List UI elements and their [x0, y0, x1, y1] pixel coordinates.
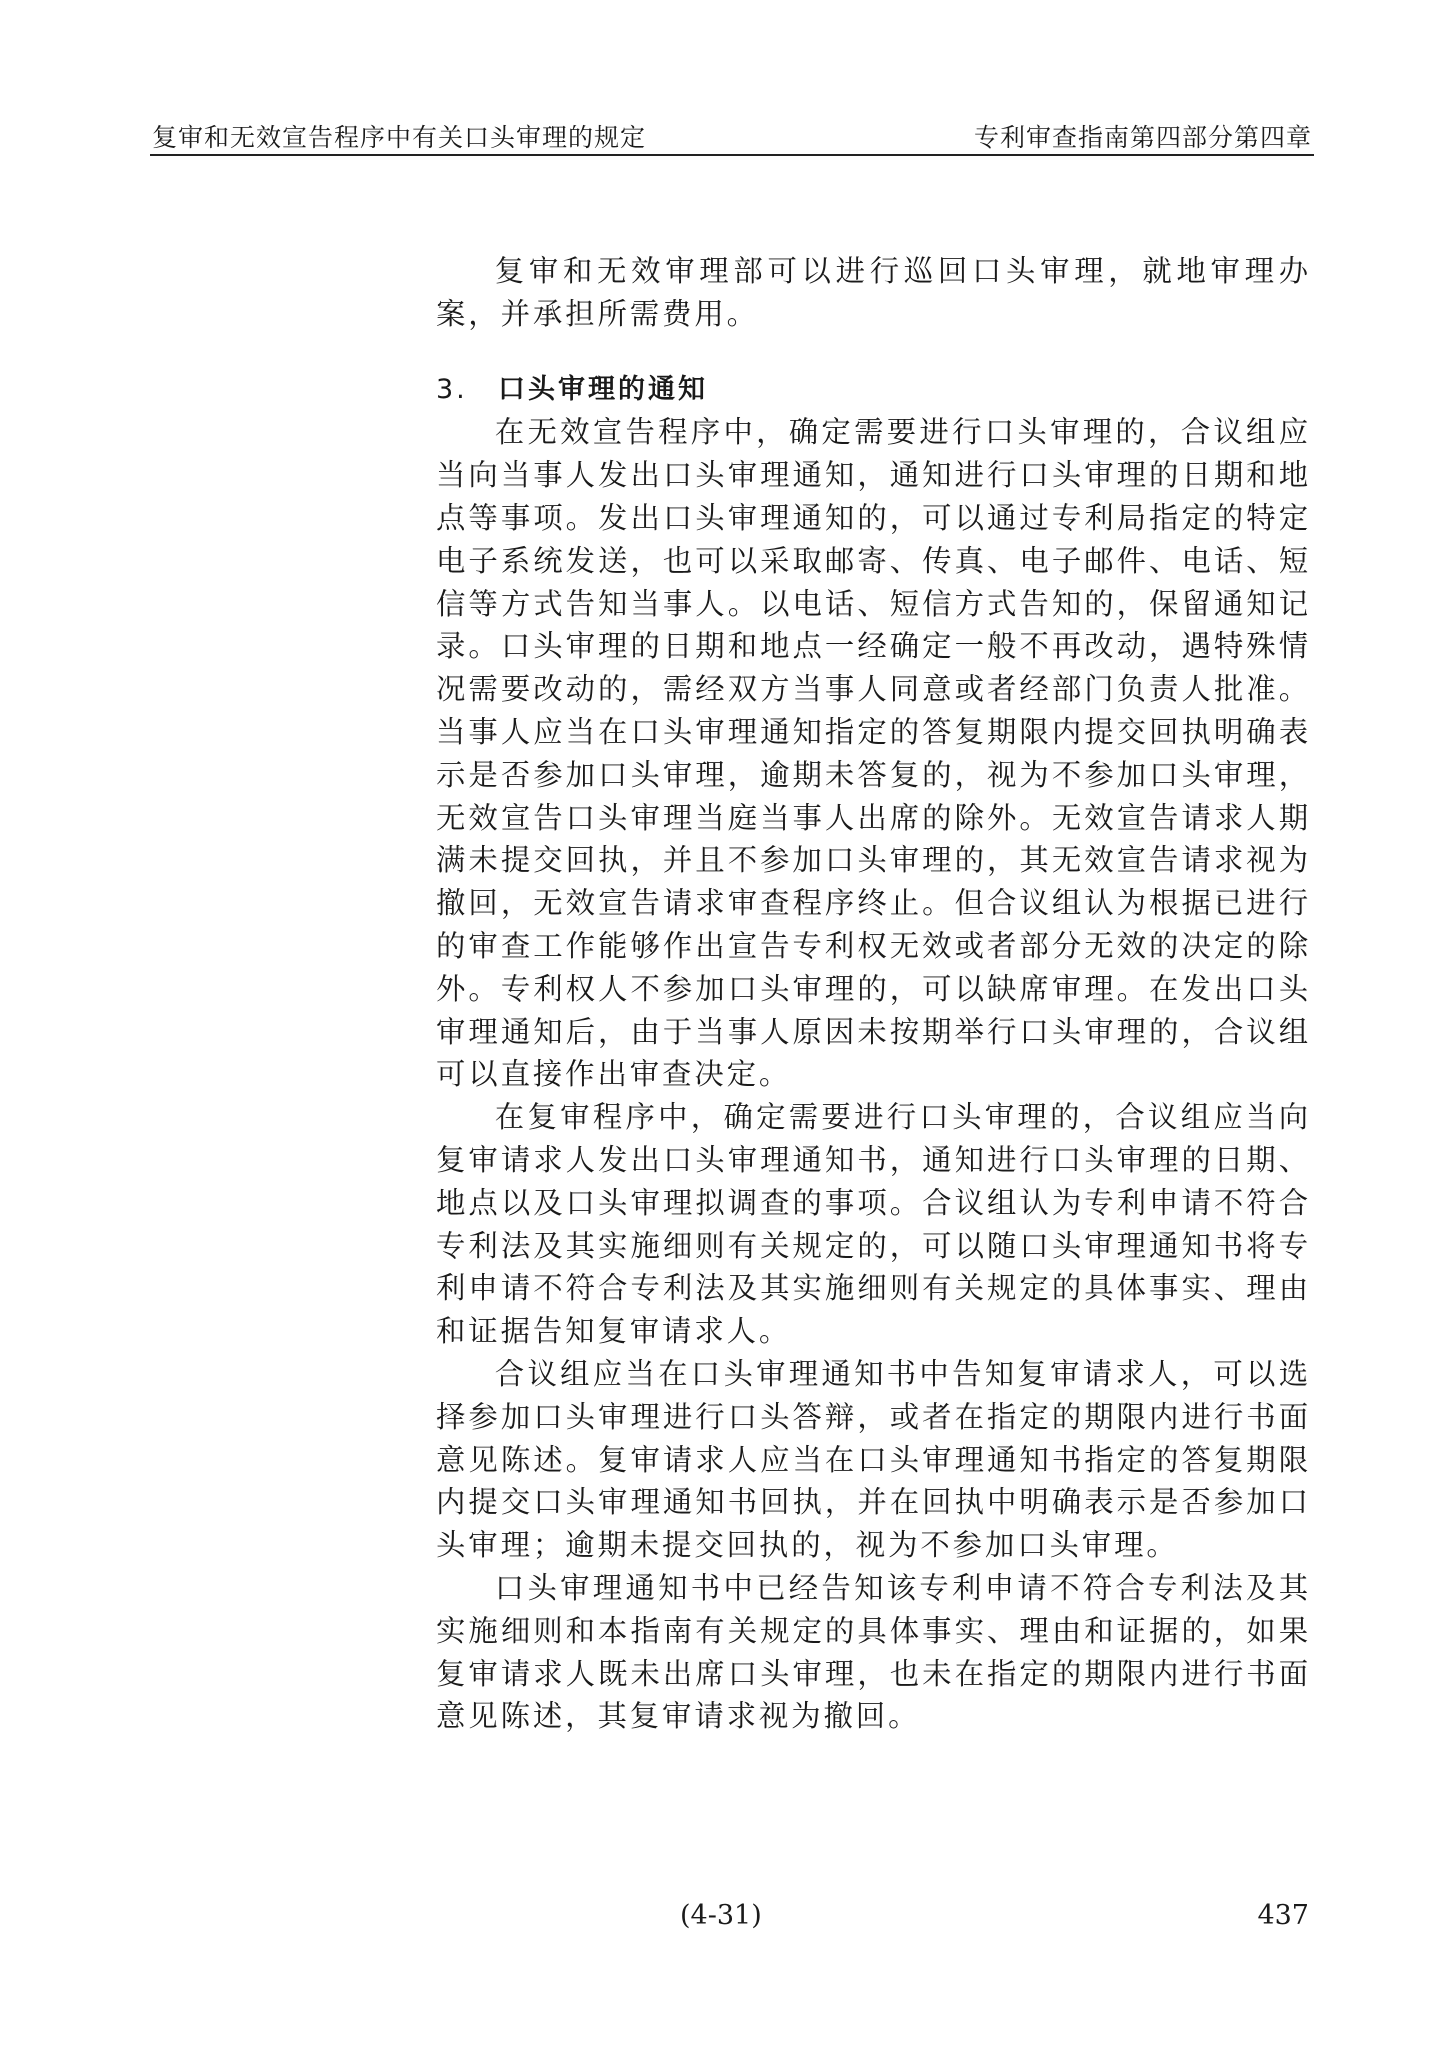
paragraph: 在无效宣告程序中，确定需要进行口头审理的，合议组应当向当事人发出口头审理通知，通知进行口头审理的日期和地点等事项。发出口头审理通知的，可以通过专利局指定的特定电子系统发送，也可以采取邮寄、传真、电子邮件、电话、短信等方式告知当事人。以电话、短信方式告知的，保留通知记录。口头审理的日期和地点一经确定一般不再改动，遇特殊情况需要改动的，需经双方当事人同意或者经部门负责人批准。当事人应当在口头审理通知指定的答复期限内提交回执明确表示是否参加口头审理，逾期未答复的，视为不参加口头审理，无效宣告口头审理当庭当事人出席的除外。无效宣告请求人期满未提交回执，并且不参加口头审理的，其无效宣告请求视为撤回，无效宣告请求审查程序终止。但合议组认为根据已进行的审查工作能够作出宣告专利权无效或者部分无效的决定的除外。专利权人不参加口头审理的，可以缺席审理。在发出口头审理通知后，由于当事人原因未按期举行口头审理的，合议组可以直接作出审查决定。 [436, 415, 1311, 1092]
paragraph: 在复审程序中，确定需要进行口头审理的，合议组应当向复审请求人发出口头审理通知书，通知进行口头审理的日期、地点以及口头审理拟调查的事项。合议组认为专利申请不符合专利法及其实施细则有关规定的，可以随口头审理通知书将专利申请不符合专利法及其实施细则有关规定的具体事实、理由和证据告知复审请求人。 [436, 1100, 1311, 1349]
body-text [436, 250, 1311, 1738]
running-header [152, 118, 1312, 158]
section-page-label: (4-31) [680, 1900, 762, 1931]
section-heading [436, 369, 1311, 412]
header-rule [150, 154, 1314, 156]
page-footer [0, 1900, 1449, 1940]
section-title: 口头审理的通知 [498, 373, 708, 405]
section-number: 3. [436, 373, 468, 405]
paragraph: 口头审理通知书中已经告知该专利申请不符合专利法及其实施细则和本指南有关规定的具体事实、理由和证据的，如果复审请求人既未出席口头审理，也未在指定的期限内进行书面意见陈述，其复审请求视为撤回。 [436, 1570, 1311, 1734]
header-guide-section: 专利审查指南第四部分第四章 [973, 123, 1312, 152]
intro-paragraph: 复审和无效审理部可以进行巡回口头审理，就地审理办案，并承担所需费用。 [436, 254, 1311, 331]
header-chapter-title: 复审和无效宣告程序中有关口头审理的规定 [152, 123, 647, 152]
page-number: 437 [1257, 1900, 1309, 1931]
paragraph: 合议组应当在口头审理通知书中告知复审请求人，可以选择参加口头审理进行口头答辩，或者在指定的期限内进行书面意见陈述。复审请求人应当在口头审理通知书指定的答复期限内提交口头审理通知书回执，并在回执中明确表示是否参加口头审理；逾期未提交回执的，视为不参加口头审理。 [436, 1356, 1311, 1563]
